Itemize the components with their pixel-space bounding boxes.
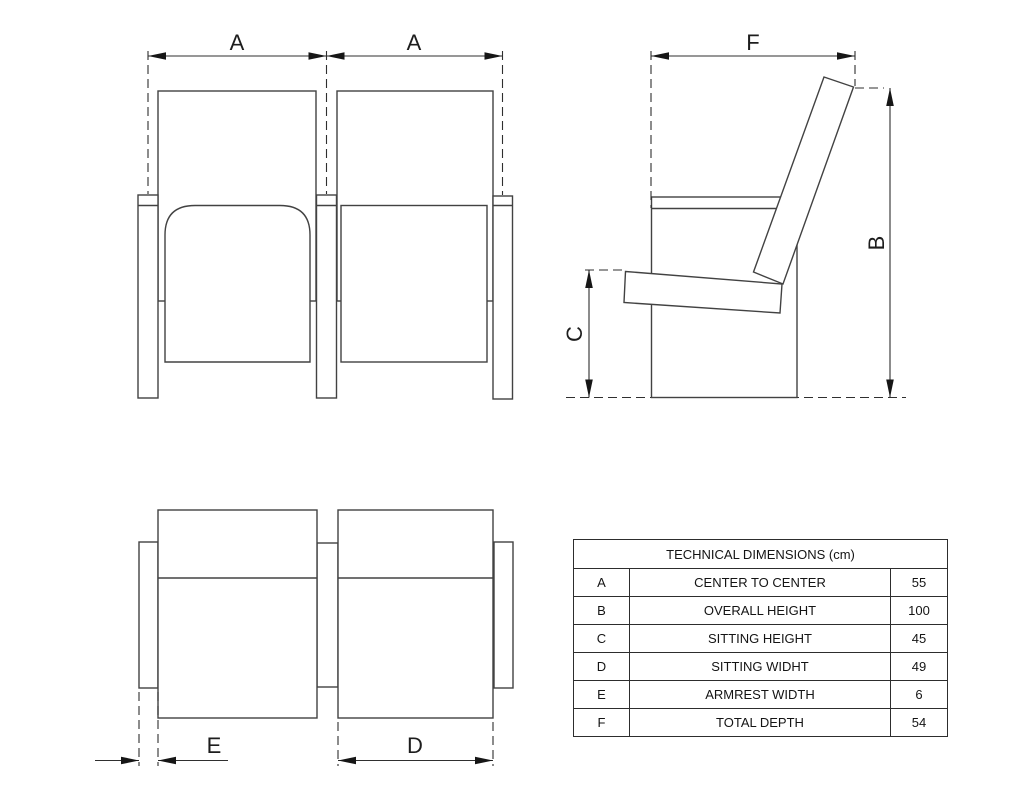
dim-description-cell: SITTING HEIGHT <box>630 625 891 653</box>
dimension-label-c: C <box>562 326 587 342</box>
dim-letter-cell: E <box>574 681 630 709</box>
side-view <box>562 30 906 398</box>
arrowhead <box>327 52 345 60</box>
arrowhead <box>121 757 139 765</box>
dim-letter-cell: B <box>574 597 630 625</box>
rear-view <box>95 510 513 766</box>
arrowhead <box>309 52 327 60</box>
center-armrest <box>317 195 337 398</box>
dim-description-cell: SITTING WIDHT <box>630 653 891 681</box>
rear-right-armrest <box>494 542 513 688</box>
rear-left-armrest <box>139 542 158 688</box>
arrowhead <box>585 270 593 288</box>
dimension-label-d: D <box>407 733 423 758</box>
rear-right-seat <box>338 510 493 718</box>
dim-value-cell: 49 <box>891 653 948 681</box>
left-seat-cushion <box>165 206 310 363</box>
table-row <box>574 681 948 709</box>
arrowhead <box>475 757 493 765</box>
dim-letter-cell: A <box>574 569 630 597</box>
dim-description-cell: OVERALL HEIGHT <box>630 597 891 625</box>
backrest-side-profile <box>754 77 854 284</box>
dimension-label-e: E <box>206 733 222 758</box>
dimension-label-b: B <box>864 235 889 251</box>
dim-description-cell: ARMREST WIDTH <box>630 681 891 709</box>
left-armrest <box>138 195 158 398</box>
right-seat-cushion <box>341 206 487 363</box>
dim-letter-cell: C <box>574 625 630 653</box>
dimension-label-f: F <box>746 30 760 55</box>
dim-description-cell: TOTAL DEPTH <box>630 709 891 737</box>
arrowhead <box>886 88 894 106</box>
arrowhead <box>886 380 894 398</box>
dim-value-cell: 55 <box>891 569 948 597</box>
arrowhead <box>148 52 166 60</box>
dim-value-cell: 6 <box>891 681 948 709</box>
arrowhead <box>338 757 356 765</box>
front-view <box>138 30 513 399</box>
table-row <box>574 653 948 681</box>
arrowhead <box>585 380 593 398</box>
dim-value-cell: 100 <box>891 597 948 625</box>
table-row <box>574 709 948 737</box>
right-armrest <box>493 196 513 399</box>
arrowhead <box>158 757 176 765</box>
arrowhead <box>485 52 503 60</box>
arrowhead <box>651 52 669 60</box>
table-row <box>574 625 948 653</box>
table-row <box>574 569 948 597</box>
rear-left-seat <box>158 510 317 718</box>
table-title: TECHNICAL DIMENSIONS (cm) <box>574 540 948 569</box>
dim-description-cell: CENTER TO CENTER <box>630 569 891 597</box>
dimension-label-a-left: A <box>229 30 245 55</box>
table-header-row <box>574 540 948 569</box>
dim-letter-cell: F <box>574 709 630 737</box>
dim-value-cell: 54 <box>891 709 948 737</box>
rear-center-armrest <box>317 543 338 687</box>
technical-dimensions-table <box>573 539 948 737</box>
arrowhead <box>837 52 855 60</box>
dimension-label-a-right: A <box>406 30 422 55</box>
dim-letter-cell: D <box>574 653 630 681</box>
table-row <box>574 597 948 625</box>
dim-value-cell: 45 <box>891 625 948 653</box>
